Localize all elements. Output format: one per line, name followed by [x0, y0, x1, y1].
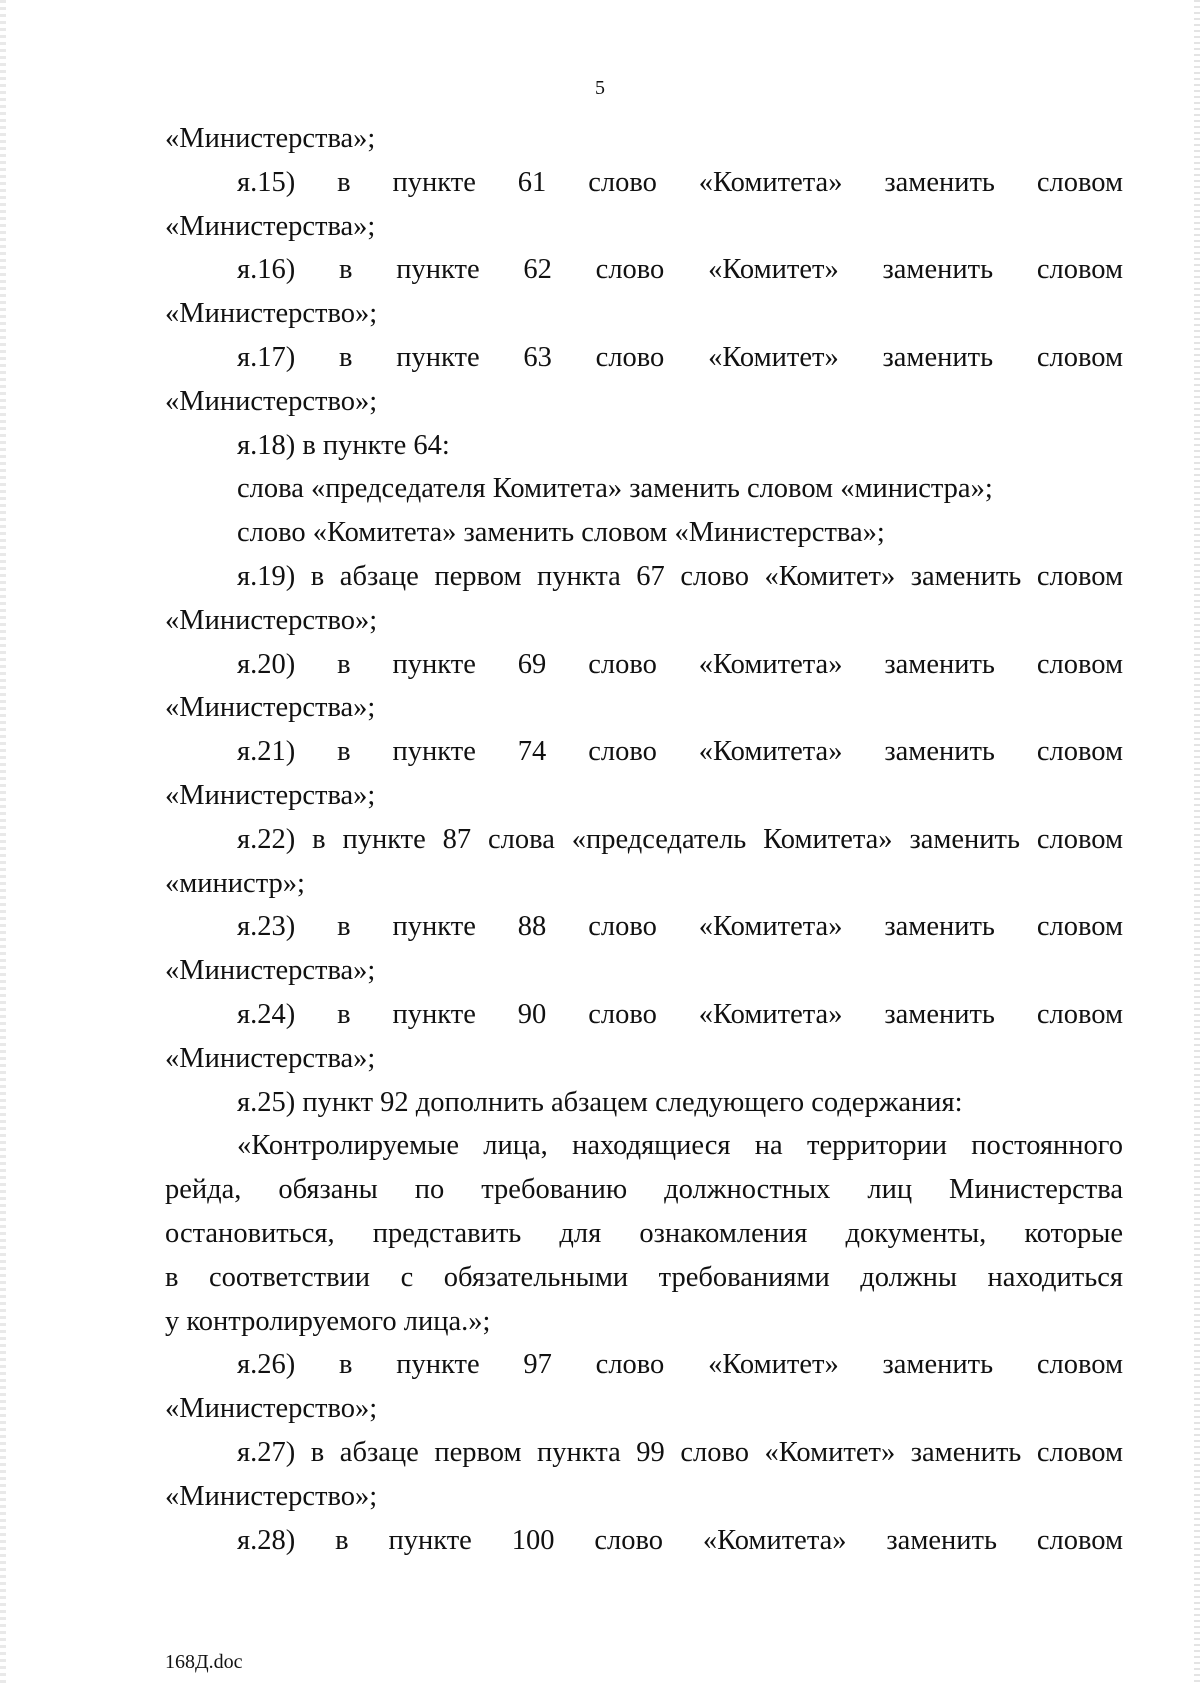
text-line: слово «Комитета» заменить словом «Министерства»;: [237, 517, 885, 549]
text-line: слова «председателя Комитета» заменить словом «министра»;: [237, 473, 993, 505]
text-line: я.28) в пункте 100 слово «Комитета» заменить словом: [237, 1524, 1123, 1556]
text-line: я.20) в пункте 69 слово «Комитета» заменить словом: [237, 648, 1123, 680]
text-line: я.19) в абзаце первом пункта 67 слово «Комитет» заменить словом: [237, 560, 1123, 592]
text-line: «министр»;: [165, 867, 305, 899]
text-line: я.21) в пункте 74 слово «Комитета» заменить словом: [237, 736, 1123, 768]
text-line: я.17) в пункте 63 слово «Комитет» заменить словом: [237, 341, 1123, 373]
document-filename: 168Д.doc: [165, 1651, 243, 1673]
text-line: «Министерства»;: [165, 692, 376, 724]
text-line: я.23) в пункте 88 слово «Комитета» заменить словом: [237, 911, 1123, 943]
text-line: остановиться, представить для ознакомления документы, которые: [165, 1217, 1123, 1249]
text-line: «Министерства»;: [165, 123, 376, 154]
text-line: «Министерство»;: [165, 1393, 378, 1425]
text-line: я.27) в абзаце первом пункта 99 слово «Комитет» заменить словом: [237, 1436, 1123, 1468]
text-line: я.22) в пункте 87 слова «председатель Комитета» заменить словом: [237, 823, 1123, 855]
text-line: «Министерство»;: [165, 1480, 378, 1512]
text-line: рейда, обязаны по требованию должностных лиц Министерства: [165, 1174, 1123, 1206]
page-number: 5: [595, 77, 605, 99]
text-line: «Контролируемые лица, находящиеся на территории постоянного: [237, 1130, 1123, 1162]
text-line: «Министерство»;: [165, 604, 378, 636]
document-body: [165, 117, 1123, 1562]
text-line: у контролируемого лица.»;: [165, 1305, 491, 1337]
text-line: я.26) в пункте 97 слово «Комитет» заменить словом: [237, 1349, 1123, 1381]
text-line: «Министерство»;: [165, 298, 378, 330]
text-line: я.24) в пункте 90 слово «Комитета» заменить словом: [237, 998, 1123, 1030]
scan-edge-left: [0, 0, 6, 1686]
text-line: в соответствии с обязательными требованиями должны находиться: [165, 1261, 1123, 1293]
text-line: я.18) в пункте 64:: [237, 429, 450, 461]
text-line: «Министерство»;: [165, 385, 378, 417]
text-line: я.16) в пункте 62 слово «Комитет» заменить словом: [237, 254, 1123, 286]
text-line: «Министерства»;: [165, 210, 376, 242]
text-line: «Министерства»;: [165, 955, 376, 987]
text-line: «Министерства»;: [165, 1042, 376, 1074]
text-line: «Министерства»;: [165, 779, 376, 811]
text-line: я.15) в пункте 61 слово «Комитета» заменить словом: [237, 166, 1123, 198]
scan-edge-right: [1194, 0, 1200, 1686]
text-line: я.25) пункт 92 дополнить абзацем следующего содержания:: [237, 1086, 963, 1118]
